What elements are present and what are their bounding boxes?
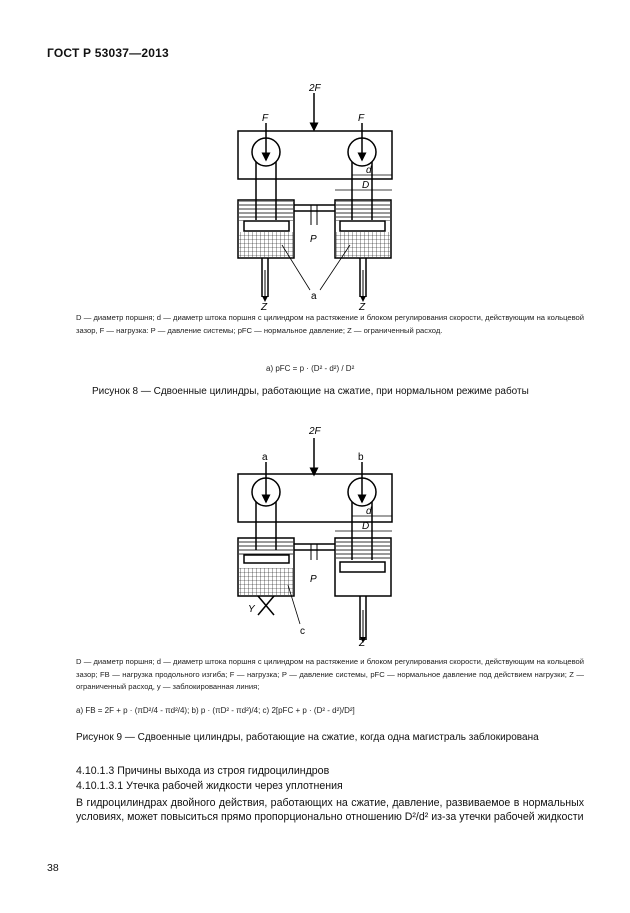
fig9-label-Y: Y (248, 604, 255, 615)
fig9-label-c: c (300, 626, 305, 637)
fig9-label-D: D (362, 521, 370, 532)
fig8-label-F-right: F (358, 113, 365, 124)
figure-9-formula: а) FB = 2F + p · (πD²/4 - πd²/4); b) p · (πD² - πd²)/4; c) 2[pFC + p · (D² - d²)/D²] (76, 706, 355, 715)
fig9-label-a: a (262, 452, 268, 463)
fig9-label-b: b (358, 452, 364, 463)
fig8-label-F-left: F (262, 113, 269, 124)
fig8-label-d: d (366, 165, 372, 176)
figure-8-caption: Рисунок 8 — Сдвоенные цилиндры, работающие на сжатие, при нормальном режиме работы (92, 386, 529, 397)
fig9-label-d: d (366, 506, 372, 517)
figure-8-diagram (0, 75, 630, 313)
figure-9-caption: Рисунок 9 — Сдвоенные цилиндры, работающие на сжатие, когда одна магистраль заблокирована (76, 732, 539, 743)
figure-9-legend: D — диаметр поршня; d — диаметр штока поршня с цилиндром на растяжение и блоком регулирования скорости, действующим на кольцевой зазор; FB — нагрузка продольного изгиба; F — нагрузка; P — давление системы, pFC — нормальное давление под действием нагрузки; Z — ограниченный расход, y — заблокированная линия; (76, 657, 584, 691)
fig8-label-2F: 2F (309, 83, 321, 94)
fig9-label-2F: 2F (309, 426, 321, 437)
fig8-label-D: D (362, 180, 370, 191)
figure-9-diagram (0, 420, 630, 650)
fig8-label-Z-left: Z (261, 302, 268, 313)
fig8-label-Z-right: Z (359, 302, 366, 313)
fig9-label-P: P (310, 574, 317, 585)
body-paragraph: В гидроцилиндрах двойного действия, работающих на сжатие, давление, развиваемое в нормальных условиях, может повыситься прямо пропорционально отношению D²/d² из-за утечки рабочей жидкости (76, 797, 584, 823)
figure-8-legend: D — диаметр поршня; d — диаметр штока поршня с цилиндром на растяжение и блоком регулирования скорости, действующим на кольцевой зазор, F — нагрузка: P — давление системы; pFC — нормальное давление; Z — ограниченный расход. (76, 313, 584, 335)
page-number: 38 (47, 862, 59, 874)
fig8-label-P: P (310, 234, 317, 245)
document-header: ГОСТ Р 53037—2013 (47, 46, 169, 60)
fig8-label-a: a (311, 291, 317, 302)
section-heading-4-10-1-3-1: 4.10.1.3.1 Утечка рабочей жидкости через уплотнения (76, 780, 343, 792)
figure-8-formula: а) pFC = p · (D² - d²) / D² (266, 364, 355, 373)
section-heading-4-10-1-3: 4.10.1.3 Причины выхода из строя гидроцилиндров (76, 765, 330, 777)
fig9-label-Z: Z (359, 638, 366, 649)
